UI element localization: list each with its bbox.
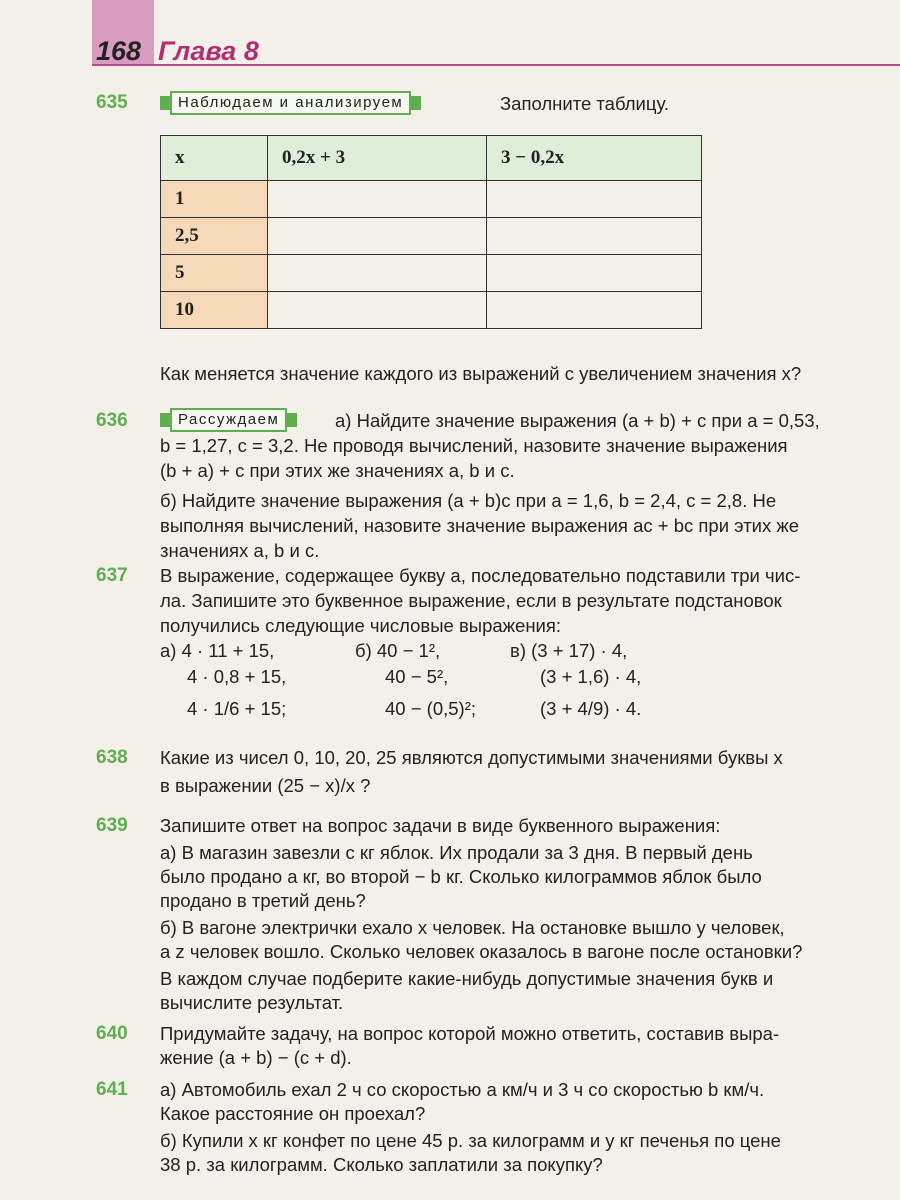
values-table xyxy=(160,135,702,329)
expression: 40 − 5², xyxy=(385,666,449,687)
col-header: 3 − 0,2x xyxy=(487,136,702,181)
task-number: 637 xyxy=(96,565,128,586)
task-tag xyxy=(160,408,297,432)
task-text: Заполните таблицу. xyxy=(500,93,669,114)
cell xyxy=(487,292,702,329)
task-line: b = 1,27, c = 3,2. Не проводя вычислений, назовите значение выражения xyxy=(160,435,788,456)
task-tag xyxy=(160,91,421,115)
cell xyxy=(268,255,487,292)
task-line: Какие из чисел 0, 10, 20, 25 являются допустимыми значениями буквы x xyxy=(160,747,783,768)
task-line: жение (a + b) − (c + d). xyxy=(160,1047,352,1068)
table-row xyxy=(161,218,702,255)
col-header: 0,2x + 3 xyxy=(268,136,487,181)
tag-label: Наблюдаем и анализируем xyxy=(170,91,411,115)
expression: б) 40 − 1², xyxy=(355,640,441,661)
task-number: 636 xyxy=(96,410,128,431)
task-number: 635 xyxy=(96,92,128,113)
task-line: Какое расстояние он проехал? xyxy=(160,1103,426,1124)
table-row xyxy=(161,181,702,218)
table-row xyxy=(161,255,702,292)
task-line: а) Найдите значение выражения (a + b) + c при a = 0,53, xyxy=(335,410,820,431)
task-line: а z человек вошло. Сколько человек оказалось в вагоне после остановки? xyxy=(160,941,803,962)
task-question: Как меняется значение каждого из выражений с увеличением значения x? xyxy=(160,363,802,384)
task-number: 639 xyxy=(96,815,128,836)
task-line: а) В магазин завезли c кг яблок. Их продали за 3 дня. В первый день xyxy=(160,842,753,863)
expression: 40 − (0,5)²; xyxy=(385,698,477,719)
cell: 1 xyxy=(161,181,268,218)
task-line: в выражении (25 − x)/x ? xyxy=(160,775,371,796)
expression: 4 · 0,8 + 15, xyxy=(187,666,287,687)
task-line: вычислите результат. xyxy=(160,992,344,1013)
cell xyxy=(487,181,702,218)
task-number: 638 xyxy=(96,747,128,768)
cell xyxy=(487,255,702,292)
task-line: продано в третий день? xyxy=(160,890,366,911)
table-row xyxy=(161,292,702,329)
task-line: выполняя вычислений, назовите значение выражения ac + bc при этих же xyxy=(160,515,800,536)
cell: 10 xyxy=(161,292,268,329)
cell xyxy=(268,292,487,329)
task-number: 641 xyxy=(96,1079,128,1100)
task-line: ла. Запишите это буквенное выражение, если в результате подстановок xyxy=(160,590,782,611)
expression: в) (3 + 17) · 4, xyxy=(510,640,628,661)
task-line: Придумайте задачу, на вопрос которой можно ответить, составив выра- xyxy=(160,1023,780,1044)
task-line: б) В вагоне электрички ехало x человек. На остановке вышло y человек, xyxy=(160,917,785,938)
task-line: значениях a, b и c. xyxy=(160,540,320,561)
task-line: (b + a) + c при этих же значениях a, b и c. xyxy=(160,460,515,481)
task-line: а) Автомобиль ехал 2 ч со скоростью a км/ч и 3 ч со скоростью b км/ч. xyxy=(160,1079,765,1100)
task-line: В каждом случае подберите какие-нибудь допустимые значения букв и xyxy=(160,968,774,989)
task-line: В выражение, содержащее букву a, последовательно подставили три чис- xyxy=(160,565,801,586)
task-line: было продано a кг, во второй − b кг. Сколько килограммов яблок было xyxy=(160,866,762,887)
task-line: Запишите ответ на вопрос задачи в виде буквенного выражения: xyxy=(160,815,721,836)
col-header: x xyxy=(161,136,268,181)
tag-label: Рассуждаем xyxy=(170,408,287,432)
cell xyxy=(268,181,487,218)
cell xyxy=(487,218,702,255)
expression: 4 · 1/6 + 15; xyxy=(187,698,287,719)
cell: 2,5 xyxy=(161,218,268,255)
task-line: получились следующие числовые выражения: xyxy=(160,615,562,636)
table-header-row xyxy=(161,136,702,181)
task-line: 38 р. за килограмм. Сколько заплатили за покупку? xyxy=(160,1154,603,1175)
task-line: б) Купили x кг конфет по цене 45 р. за килограмм и y кг печенья по цене xyxy=(160,1130,781,1151)
cell: 5 xyxy=(161,255,268,292)
chapter-title: Глава 8 xyxy=(158,36,259,66)
expression: а) 4 · 11 + 15, xyxy=(160,640,275,661)
task-number: 640 xyxy=(96,1023,128,1044)
task-line: б) Найдите значение выражения (a + b)c при a = 1,6, b = 2,4, c = 2,8. Не xyxy=(160,490,777,511)
expression: (3 + 4/9) · 4. xyxy=(540,698,642,719)
page-number: 168 xyxy=(96,36,142,66)
expression: (3 + 1,6) · 4, xyxy=(540,666,642,687)
cell xyxy=(268,218,487,255)
